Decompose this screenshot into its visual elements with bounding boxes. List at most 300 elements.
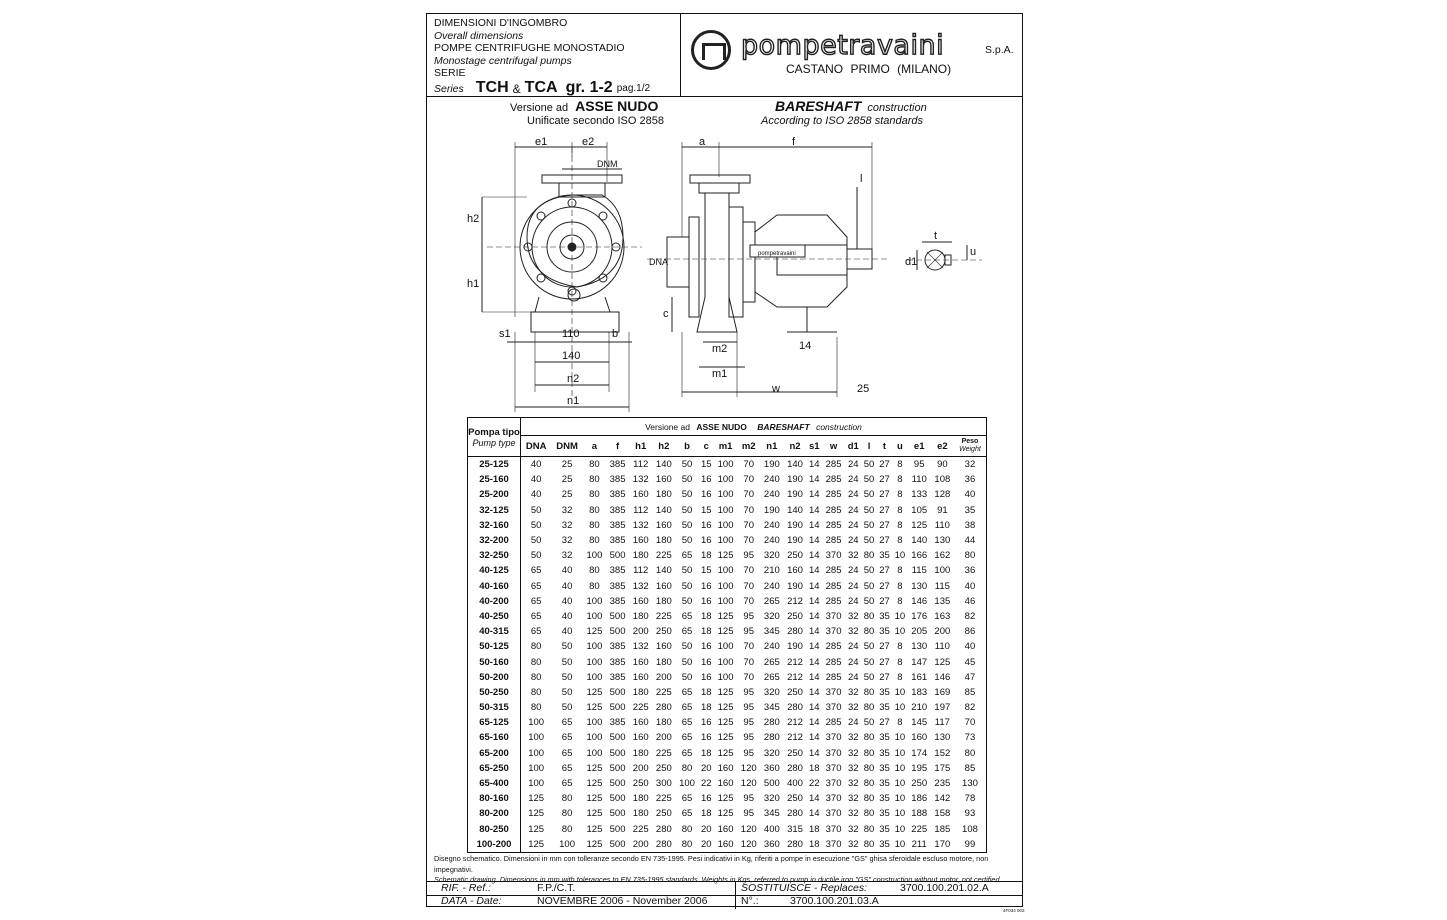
table-cell: 80 [561, 793, 573, 805]
table-cell: 18 [808, 838, 820, 850]
table-cell: 250 [787, 610, 803, 622]
table-cell: 130 [911, 580, 928, 592]
table-cell: 65 [530, 595, 542, 607]
table-cell: 50 [681, 595, 693, 607]
table-cell: 50 [863, 489, 875, 501]
table-cell: 80 [530, 702, 542, 714]
table-cell: 345 [763, 626, 780, 638]
version-left-sub: Unificate secondo ISO 2858 [527, 115, 664, 127]
table-cell: 80 [863, 838, 875, 850]
table-cell: 158 [934, 808, 951, 820]
table-cell: 14 [808, 671, 820, 683]
table-cell: 14 [808, 535, 820, 547]
table-cell: 80 [589, 459, 600, 471]
column-header: DNA [521, 436, 552, 457]
label-n2: n2 [567, 373, 580, 385]
table-cell: 10 [894, 550, 906, 562]
table-cell: 166 [911, 550, 928, 562]
table-cell: 44 [964, 535, 976, 547]
table-cell: 14 [808, 793, 820, 805]
table-row [468, 563, 987, 578]
label-e2: e2 [582, 137, 595, 148]
table-cell: 32 [847, 762, 859, 774]
table-cell: 35 [879, 762, 890, 774]
table-cell: 32 [561, 550, 573, 562]
pump-type-cell: 40-160 [468, 579, 521, 594]
table-cell: 265 [763, 656, 780, 668]
table-cell: 125 [717, 702, 734, 714]
table-cell: 160 [655, 474, 672, 486]
table-cell: 162 [934, 550, 951, 562]
label-h1: h1 [467, 278, 480, 290]
pump-type-cell: 100-200 [468, 837, 521, 853]
table-cell: 100 [586, 717, 603, 729]
version-left-title: ASSE NUDO [575, 98, 659, 114]
model-group: gr. 1-2 [565, 78, 613, 96]
table-cell: 18 [700, 747, 712, 759]
table-cell: 27 [879, 489, 890, 501]
table-cell: 24 [847, 641, 859, 653]
table-cell: 160 [632, 732, 649, 744]
table-cell: 370 [825, 793, 842, 805]
table-cell: 24 [847, 519, 859, 531]
pump-type-cell: 40-315 [468, 624, 521, 639]
table-cell: 35 [879, 793, 890, 805]
table-cell: 80 [530, 686, 542, 698]
table-cell: 65 [681, 717, 693, 729]
table-cell: 140 [787, 504, 803, 516]
page-number: pag.1/2 [616, 83, 651, 95]
table-cell: 180 [632, 747, 649, 759]
table-cell: 95 [743, 747, 754, 759]
version-right-suffix: construction [867, 102, 927, 114]
table-cell: 180 [655, 717, 672, 729]
table-cell: 370 [825, 808, 842, 820]
version-right-sub: According to ISO 2858 standards [761, 115, 924, 127]
column-header: f [606, 436, 629, 457]
table-cell: 285 [825, 641, 842, 653]
pump-type-title: Pompa tipo [468, 426, 520, 438]
datasheet [426, 13, 1023, 907]
table-cell: 80 [681, 762, 693, 774]
table-cell: 146 [934, 671, 951, 683]
pump-type-cell: 80-250 [468, 822, 521, 837]
table-cell: 190 [787, 535, 803, 547]
table-cell: 265 [763, 595, 780, 607]
table-cell: 140 [787, 459, 803, 471]
pump-type-cell: 25-125 [468, 457, 521, 473]
table-cell: 14 [808, 550, 820, 562]
table-cell: 50 [681, 580, 693, 592]
table-cell: 280 [787, 626, 803, 638]
table-cell: 16 [700, 656, 712, 668]
table-cell: 50 [530, 550, 542, 562]
pump-type-header [468, 418, 521, 457]
table-cell: 24 [847, 580, 859, 592]
table-cell: 190 [763, 459, 780, 471]
table-cell: 95 [743, 550, 754, 562]
table-cell: 24 [847, 671, 859, 683]
pump-type-cell: 50-200 [468, 670, 521, 685]
table-cell: 500 [609, 808, 626, 820]
table-cell: 500 [609, 702, 626, 714]
table-cell: 176 [911, 610, 928, 622]
table-cell: 35 [879, 823, 890, 835]
column-header: c [699, 436, 714, 457]
table-cell: 65 [530, 626, 542, 638]
table-cell: 160 [717, 762, 734, 774]
table-cell: 24 [847, 474, 859, 486]
table-cell: 385 [609, 535, 626, 547]
table-cell: 50 [681, 519, 693, 531]
table-cell: 10 [894, 778, 906, 790]
table-cell: 65 [681, 550, 693, 562]
table-cell: 18 [700, 550, 712, 562]
table-cell: 500 [609, 747, 626, 759]
table-cell: 32 [847, 778, 859, 790]
table-cell: 32 [561, 504, 573, 516]
table-cell: 385 [609, 595, 626, 607]
table-cell: 82 [964, 610, 976, 622]
weight-header-en: Weight [959, 446, 981, 453]
table-cell: 80 [561, 808, 573, 820]
table-cell: 100 [717, 474, 734, 486]
table-cell: 93 [964, 808, 976, 820]
table-cell: 112 [633, 565, 649, 577]
table-cell: 32 [847, 838, 859, 850]
table-cell: 50 [863, 504, 875, 516]
table-cell: 180 [632, 686, 649, 698]
table-cell: 160 [632, 656, 649, 668]
table-cell: 280 [787, 808, 803, 820]
table-cell: 225 [632, 702, 649, 714]
label-brand-small: pompetravaini [758, 251, 796, 257]
table-cell: 160 [717, 778, 734, 790]
table-cell: 46 [964, 595, 976, 607]
column-header: b [675, 436, 698, 457]
table-cell: 16 [700, 717, 712, 729]
table-cell: 190 [787, 489, 803, 501]
table-cell: 130 [934, 535, 951, 547]
brand-location: CASTANO PRIMO (MILANO) [786, 62, 952, 76]
table-cell: 8 [897, 519, 903, 531]
table-row [468, 822, 987, 837]
table-cell: 95 [743, 702, 754, 714]
table-cell: 285 [825, 656, 842, 668]
table-cell: 95 [743, 732, 754, 744]
table-cell: 385 [609, 641, 626, 653]
pump-type-cell: 40-125 [468, 563, 521, 578]
table-cell: 27 [879, 641, 890, 653]
table-cell: 320 [763, 747, 780, 759]
table-cell: 50 [561, 702, 573, 714]
version-header [521, 418, 987, 436]
table-cell: 40 [530, 489, 542, 501]
label-t: t [934, 230, 938, 242]
table-cell: 8 [897, 504, 903, 516]
table-cell: 180 [632, 793, 649, 805]
table-cell: 32 [964, 459, 976, 471]
table-cell: 370 [825, 626, 842, 638]
table-cell: 115 [911, 565, 927, 577]
table-cell: 8 [897, 595, 903, 607]
table-cell: 112 [633, 504, 649, 516]
table-cell: 140 [911, 535, 928, 547]
footer-divider [427, 895, 1022, 896]
table-cell: 65 [681, 686, 693, 698]
table-cell: 120 [740, 838, 757, 850]
table-cell: 24 [847, 656, 859, 668]
table-cell: 125 [717, 793, 734, 805]
table-cell: 27 [879, 504, 890, 516]
table-cell: 180 [632, 808, 649, 820]
table-cell: 212 [787, 717, 803, 729]
table-row [468, 791, 987, 806]
table-cell: 125 [528, 793, 545, 805]
table-cell: 40 [561, 626, 573, 638]
title-line-3: POMPE CENTRIFUGHE MONOSTADIO [434, 42, 625, 55]
table-cell: 8 [897, 565, 903, 577]
table-cell: 100 [586, 610, 603, 622]
table-cell: 370 [825, 702, 842, 714]
table-cell: 27 [879, 519, 890, 531]
table-cell: 80 [863, 747, 875, 759]
table-cell: 285 [825, 595, 842, 607]
table-cell: 10 [894, 686, 906, 698]
table-cell: 183 [911, 686, 928, 698]
table-cell: 10 [894, 838, 906, 850]
table-cell: 147 [911, 656, 928, 668]
table-cell: 125 [717, 626, 734, 638]
table-cell: 16 [700, 595, 712, 607]
table-cell: 240 [763, 641, 780, 653]
pump-type-cell: 50-250 [468, 685, 521, 700]
table-cell: 125 [717, 610, 734, 622]
footer-num-value: 3700.100.201.03.A [790, 895, 879, 907]
table-cell: 70 [964, 717, 976, 729]
table-cell: 160 [717, 823, 734, 835]
table-cell: 160 [655, 580, 672, 592]
label-m1: m1 [712, 368, 728, 380]
column-header: e1 [908, 436, 931, 457]
table-cell: 40 [561, 595, 573, 607]
table-cell: 200 [632, 838, 649, 850]
table-cell: 190 [787, 474, 803, 486]
table-cell: 24 [847, 565, 859, 577]
table-cell: 110 [934, 641, 950, 653]
table-cell: 285 [825, 535, 842, 547]
table-cell: 174 [911, 747, 928, 759]
table-cell: 80 [589, 504, 600, 516]
table-cell: 250 [787, 686, 803, 698]
table-cell: 197 [934, 702, 951, 714]
table-cell: 50 [863, 474, 875, 486]
table-cell: 73 [964, 732, 976, 744]
pump-type-cell: 32-125 [468, 503, 521, 518]
label-e1: e1 [535, 137, 548, 148]
weight-header [954, 436, 987, 457]
table-cell: 16 [700, 732, 712, 744]
table-cell: 100 [586, 732, 603, 744]
table-cell: 50 [863, 595, 875, 607]
pump-type-cell: 65-200 [468, 746, 521, 761]
dimensions-table [467, 417, 987, 853]
table-cell: 65 [681, 793, 693, 805]
table-cell: 285 [825, 504, 842, 516]
column-header: w [822, 436, 845, 457]
table-cell: 400 [787, 778, 803, 790]
table-cell: 280 [655, 823, 672, 835]
version-left-prefix: Versione ad [510, 102, 569, 114]
table-cell: 24 [847, 595, 859, 607]
table-cell: 132 [632, 474, 649, 486]
table-cell: 240 [763, 519, 780, 531]
label-f: f [792, 137, 796, 148]
table-cell: 500 [609, 823, 626, 835]
table-cell: 225 [911, 823, 928, 835]
model-a: TCH [475, 78, 509, 96]
table-cell: 212 [787, 656, 803, 668]
table-cell: 360 [763, 762, 780, 774]
table-cell: 50 [681, 565, 693, 577]
table-row [468, 654, 987, 669]
table-cell: 385 [609, 656, 626, 668]
table-cell: 27 [879, 565, 890, 577]
table-cell: 128 [934, 489, 951, 501]
table-cell: 100 [528, 747, 545, 759]
table-row [468, 624, 987, 639]
table-cell: 10 [894, 702, 906, 714]
table-cell: 50 [681, 641, 693, 653]
series-row [434, 80, 680, 96]
table-cell: 14 [808, 686, 820, 698]
table-cell: 32 [561, 519, 573, 531]
table-cell: 14 [808, 595, 820, 607]
table-cell: 125 [717, 747, 734, 759]
table-cell: 80 [863, 626, 875, 638]
table-cell: 385 [609, 459, 626, 471]
table-cell: 240 [763, 535, 780, 547]
table-cell: 38 [964, 519, 976, 531]
table-cell: 10 [894, 626, 906, 638]
table-cell: 70 [743, 504, 754, 516]
table-cell: 27 [879, 474, 890, 486]
table-cell: 40 [530, 474, 542, 486]
table-cell: 175 [934, 762, 951, 774]
table-cell: 140 [655, 504, 672, 516]
table-cell: 35 [879, 686, 890, 698]
table-cell: 130 [962, 778, 978, 790]
table-cell: 180 [655, 656, 672, 668]
table-row [468, 472, 987, 487]
table-cell: 18 [808, 823, 820, 835]
table-cell: 225 [655, 550, 672, 562]
front-view [482, 142, 642, 412]
brand-logo-icon [691, 30, 731, 70]
table-row [468, 457, 987, 473]
table-cell: 65 [561, 762, 573, 774]
table-cell: 27 [879, 717, 890, 729]
table-cell: 10 [894, 762, 906, 774]
table-cell: 100 [717, 459, 734, 471]
table-cell: 108 [962, 823, 978, 835]
brand-name: pompetravaini [741, 30, 945, 61]
table-cell: 500 [609, 732, 626, 744]
table-cell: 160 [632, 671, 649, 683]
table-cell: 32 [847, 610, 859, 622]
table-cell: 80 [589, 489, 600, 501]
table-cell: 140 [655, 565, 672, 577]
table-cell: 40 [964, 489, 976, 501]
table-cell: 27 [879, 656, 890, 668]
table-cell: 80 [863, 610, 875, 622]
table-cell: 300 [655, 778, 672, 790]
title-line-4: Monostage centrifugal pumps [434, 54, 572, 67]
table-cell: 235 [934, 778, 951, 790]
table-cell: 50 [863, 641, 875, 653]
table-cell: 125 [717, 808, 734, 820]
version-header-prefix: Versione ad [645, 421, 690, 432]
side-view [647, 142, 887, 397]
table-cell: 385 [609, 565, 626, 577]
table-cell: 250 [655, 808, 672, 820]
table-row [468, 487, 987, 502]
version-right [775, 98, 927, 114]
table-cell: 280 [763, 732, 780, 744]
table-cell: 100 [717, 580, 734, 592]
table-cell: 80 [863, 686, 875, 698]
table-cell: 36 [964, 474, 976, 486]
table-row [468, 594, 987, 609]
table-cell: 250 [655, 762, 672, 774]
table-cell: 185 [934, 823, 951, 835]
table-cell: 32 [847, 686, 859, 698]
table-cell: 20 [700, 823, 712, 835]
table-cell: 320 [763, 550, 780, 562]
label-s1: s1 [499, 328, 511, 340]
table-cell: 180 [655, 535, 672, 547]
table-cell: 95 [743, 626, 754, 638]
table-cell: 80 [530, 671, 542, 683]
table-cell: 132 [632, 641, 649, 653]
table-cell: 370 [825, 550, 842, 562]
table-cell: 14 [808, 717, 820, 729]
header-title-block [427, 14, 681, 96]
table-cell: 40 [964, 641, 976, 653]
table-row [468, 715, 987, 730]
table-cell: 32 [561, 535, 573, 547]
table-cell: 125 [934, 656, 951, 668]
table-cell: 345 [763, 808, 780, 820]
table-cell: 200 [655, 732, 672, 744]
table-cell: 240 [763, 580, 780, 592]
title-line-2: Overall dimensions [434, 29, 524, 42]
table-cell: 80 [681, 838, 693, 850]
table-cell: 80 [589, 519, 600, 531]
table-cell: 125 [586, 808, 603, 820]
table-cell: 130 [911, 641, 928, 653]
note-en: Schematic drawing. Dimensions in mm with tolerances to EN 735-1995 standards. Weights in Kgs, referred to pump in ductile iron "GS" construction without motor, not certified. [434, 875, 1002, 884]
pump-type-cell: 40-200 [468, 594, 521, 609]
table-cell: 65 [561, 778, 573, 790]
table-cell: 35 [879, 778, 890, 790]
table-cell: 65 [561, 717, 573, 729]
table-cell: 100 [934, 565, 951, 577]
version-header-suffix: construction [816, 421, 862, 432]
table-cell: 99 [964, 838, 976, 850]
footer-num-label: N°.: [741, 895, 759, 907]
table-cell: 370 [825, 838, 842, 850]
